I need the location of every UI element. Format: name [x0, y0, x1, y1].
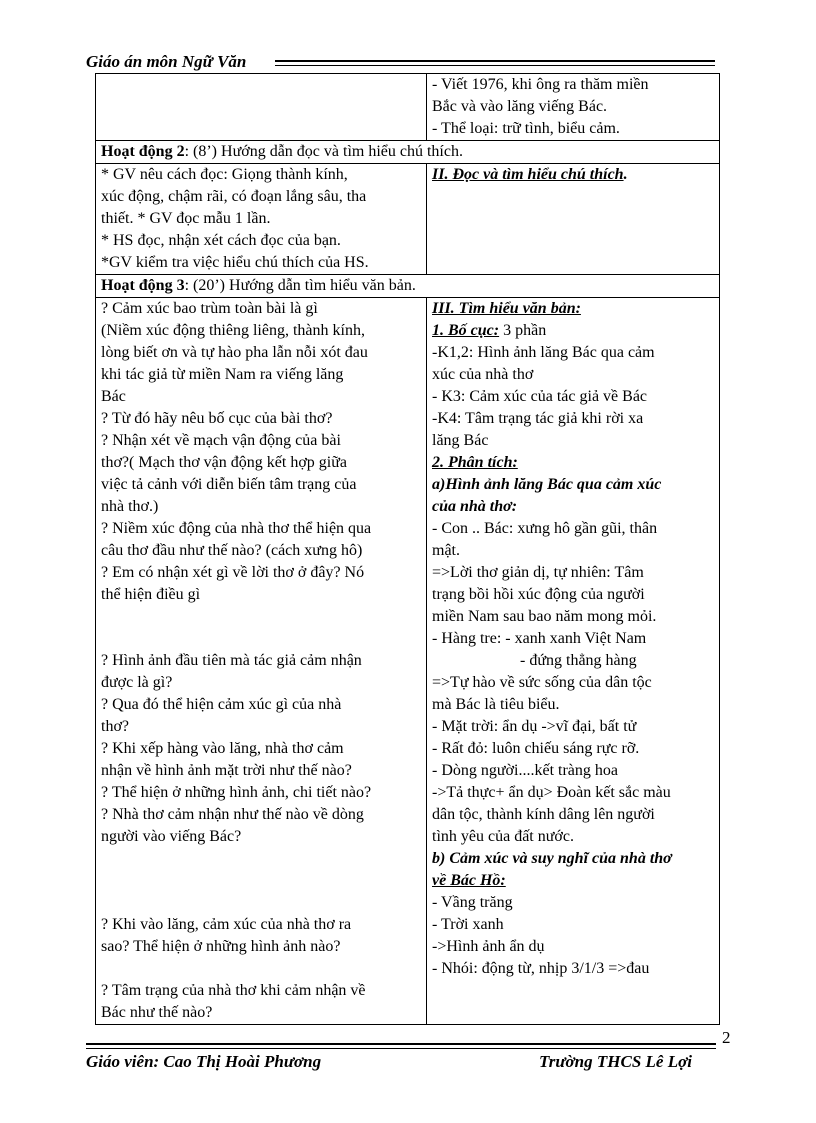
note-line: tình yêu của đất nước.	[432, 828, 574, 845]
table-cell-right	[427, 74, 720, 141]
text-line: - Viết 1976, khi ông ra thăm miền	[432, 76, 649, 93]
page-number: 2	[722, 1028, 731, 1047]
question-line: ? Niềm xúc động của nhà thơ thể hiện qua	[101, 520, 372, 537]
question-line: việc tả cảnh với diễn biến tâm trạng của	[101, 476, 357, 493]
subsection-title: về Bác Hồ:	[432, 872, 506, 889]
footer-rule	[86, 1043, 716, 1049]
table-cell-right	[427, 164, 720, 275]
table-cell-right-notes	[427, 298, 720, 1025]
section-heading	[432, 164, 714, 186]
note-line: trạng bồi hồi xúc động của người	[432, 586, 645, 603]
note-line: - Vầng trăng	[432, 894, 513, 911]
question-line: thơ?( Mạch thơ vận động kết hợp giữa	[101, 454, 347, 471]
question-line: lòng biết ơn và tự hào pha lẫn nỗi xót đau	[101, 344, 368, 361]
activity-text: : (20’) Hướng dẫn tìm hiểu văn bản.	[184, 277, 416, 294]
question-line: Bác	[101, 388, 126, 405]
activity-label: Hoạt động 2	[101, 143, 185, 160]
question-line: ? Nhận xét về mạch vận động của bài	[101, 432, 341, 449]
section-heading-text: II. Đọc và tìm hiểu chú thích	[432, 166, 624, 183]
question-line: được là gì?	[101, 674, 173, 691]
text-line: - Thể loại: trữ tình, biểu cảm.	[432, 120, 620, 137]
note-line: ->Hình ảnh ẩn dụ	[432, 938, 545, 955]
spacer	[101, 606, 421, 628]
section-heading: III. Tìm hiểu văn bản:	[432, 300, 581, 317]
text-line: *GV kiểm tra việc hiểu chú thích của HS.	[101, 254, 369, 271]
subsection-heading: 2. Phân tích:	[432, 454, 518, 471]
note-line: =>Tự hào về sức sống của dân tộc	[432, 674, 652, 691]
note-line: - Rất đỏ: luôn chiếu sáng rực rỡ.	[432, 740, 640, 757]
activity-label: Hoạt động 3	[101, 277, 185, 294]
question-line: sao? Thể hiện ở những hình ảnh nào?	[101, 938, 341, 955]
footer-school: Trường THCS Lê Lợi	[539, 1052, 692, 1071]
question-line: ? Khi xếp hàng vào lăng, nhà thơ cảm	[101, 740, 344, 757]
spacer	[101, 848, 421, 870]
note-line: dân tộc, thành kính dâng lên người	[432, 806, 655, 823]
note-line: mà Bác là tiêu biểu.	[432, 696, 560, 713]
activity-2-cell	[96, 141, 720, 164]
bocuc-text: 3 phần	[499, 322, 547, 339]
question-line: ? Em có nhận xét gì về lời thơ ở đây? Nó	[101, 564, 365, 581]
table-row-reading	[96, 164, 720, 275]
note-line: ->Tả thực+ ẩn dụ> Đoàn kết sắc màu	[432, 784, 671, 801]
table-row-activity-2	[96, 141, 720, 164]
note-line: - K3: Cảm xúc của tác giả về Bác	[432, 388, 648, 405]
note-line: - Nhói: động từ, nhịp 3/1/3 =>đau	[432, 960, 650, 977]
note-line: - Dòng người....kết tràng hoa	[432, 762, 618, 779]
table-row-activity-3	[96, 275, 720, 298]
activity-text: : (8’) Hướng dẫn đọc và tìm hiểu chú thích.	[184, 143, 463, 160]
question-line: nhận về hình ảnh mặt trời như thế nào?	[101, 762, 352, 779]
question-line: người vào viếng Bác?	[101, 828, 242, 845]
question-line: ? Nhà thơ cảm nhận như thế nào về dòng	[101, 806, 364, 823]
spacer	[101, 628, 421, 650]
spacer	[101, 870, 421, 892]
header-title: Giáo án môn Ngữ Văn	[86, 52, 247, 71]
question-line: ? Cảm xúc bao trùm toàn bài là gì	[101, 300, 318, 317]
subsection-title: a)Hình ảnh lăng Bác qua cảm xúc	[432, 476, 662, 493]
note-line: miền Nam sau bao năm mong mỏi.	[432, 608, 657, 625]
note-line: - Mặt trời: ẩn dụ ->vĩ đại, bất tử	[432, 718, 637, 735]
question-line: thể hiện điều gì	[101, 586, 201, 603]
note-line: - Trời xanh	[432, 916, 504, 933]
table-cell-left-empty	[96, 74, 427, 141]
lesson-table	[95, 73, 720, 1025]
question-line: ? Tâm trạng của nhà thơ khi cảm nhận về	[101, 982, 366, 999]
subsection-heading: 1. Bố cục:	[432, 322, 500, 339]
header-rule	[275, 60, 715, 66]
note-line: -K4: Tâm trạng tác giả khi rời xa	[432, 410, 644, 427]
question-line: khi tác giả từ miền Nam ra viếng lăng	[101, 366, 344, 383]
text-line: Bắc và vào lăng viếng Bác.	[432, 98, 608, 115]
question-line: ? Từ đó hãy nêu bố cục của bài thơ?	[101, 410, 333, 427]
note-line: mật.	[432, 542, 460, 559]
bocuc-line	[432, 320, 714, 342]
table-row-intro	[96, 74, 720, 141]
question-line: thơ?	[101, 718, 130, 735]
note-line: xúc của nhà thơ	[432, 366, 534, 383]
text-line: * HS đọc, nhận xét cách đọc của bạn.	[101, 232, 341, 249]
table-cell-left-questions	[96, 298, 427, 1025]
question-line: ? Qua đó thể hiện cảm xúc gì của nhà	[101, 696, 342, 713]
note-line: lăng Bác	[432, 432, 489, 449]
question-line: ? Khi vào lăng, cảm xúc của nhà thơ ra	[101, 916, 352, 933]
question-line: Bác như thế nào?	[101, 1004, 213, 1021]
spacer	[101, 892, 421, 914]
text-line: thiết. * GV đọc mẫu 1 lần.	[101, 210, 271, 227]
note-line: -K1,2: Hình ảnh lăng Bác qua cảm	[432, 344, 655, 361]
text-line: * GV nêu cách đọc: Giọng thành kính,	[101, 166, 348, 183]
text-line: xúc động, chậm rãi, có đoạn lắng sâu, tha	[101, 188, 367, 205]
subsection-title: của nhà thơ:	[432, 498, 518, 515]
subsection-title: b) Cảm xúc và suy nghĩ của nhà thơ	[432, 850, 672, 867]
table-cell-left	[96, 164, 427, 275]
section-heading-tail: .	[623, 166, 628, 183]
note-line: - đứng thẳng hàng	[432, 652, 637, 669]
spacer	[101, 958, 421, 980]
note-line: - Hàng tre: - xanh xanh Việt Nam	[432, 630, 647, 647]
question-line: (Niềm xúc động thiêng liêng, thành kính,	[101, 322, 365, 339]
table-row-analysis	[96, 298, 720, 1025]
note-line: - Con .. Bác: xưng hô gần gũi, thân	[432, 520, 658, 537]
footer-teacher: Giáo viên: Cao Thị Hoài Phương	[86, 1052, 322, 1071]
question-line: câu thơ đầu như thế nào? (cách xưng hô)	[101, 542, 363, 559]
activity-3-cell	[96, 275, 720, 298]
question-line: nhà thơ.)	[101, 498, 159, 515]
question-line: ? Hình ảnh đầu tiên mà tác giả cảm nhận	[101, 652, 362, 669]
note-line: =>Lời thơ giản dị, tự nhiên: Tâm	[432, 564, 644, 581]
question-line: ? Thể hiện ở những hình ảnh, chi tiết nào?	[101, 784, 372, 801]
